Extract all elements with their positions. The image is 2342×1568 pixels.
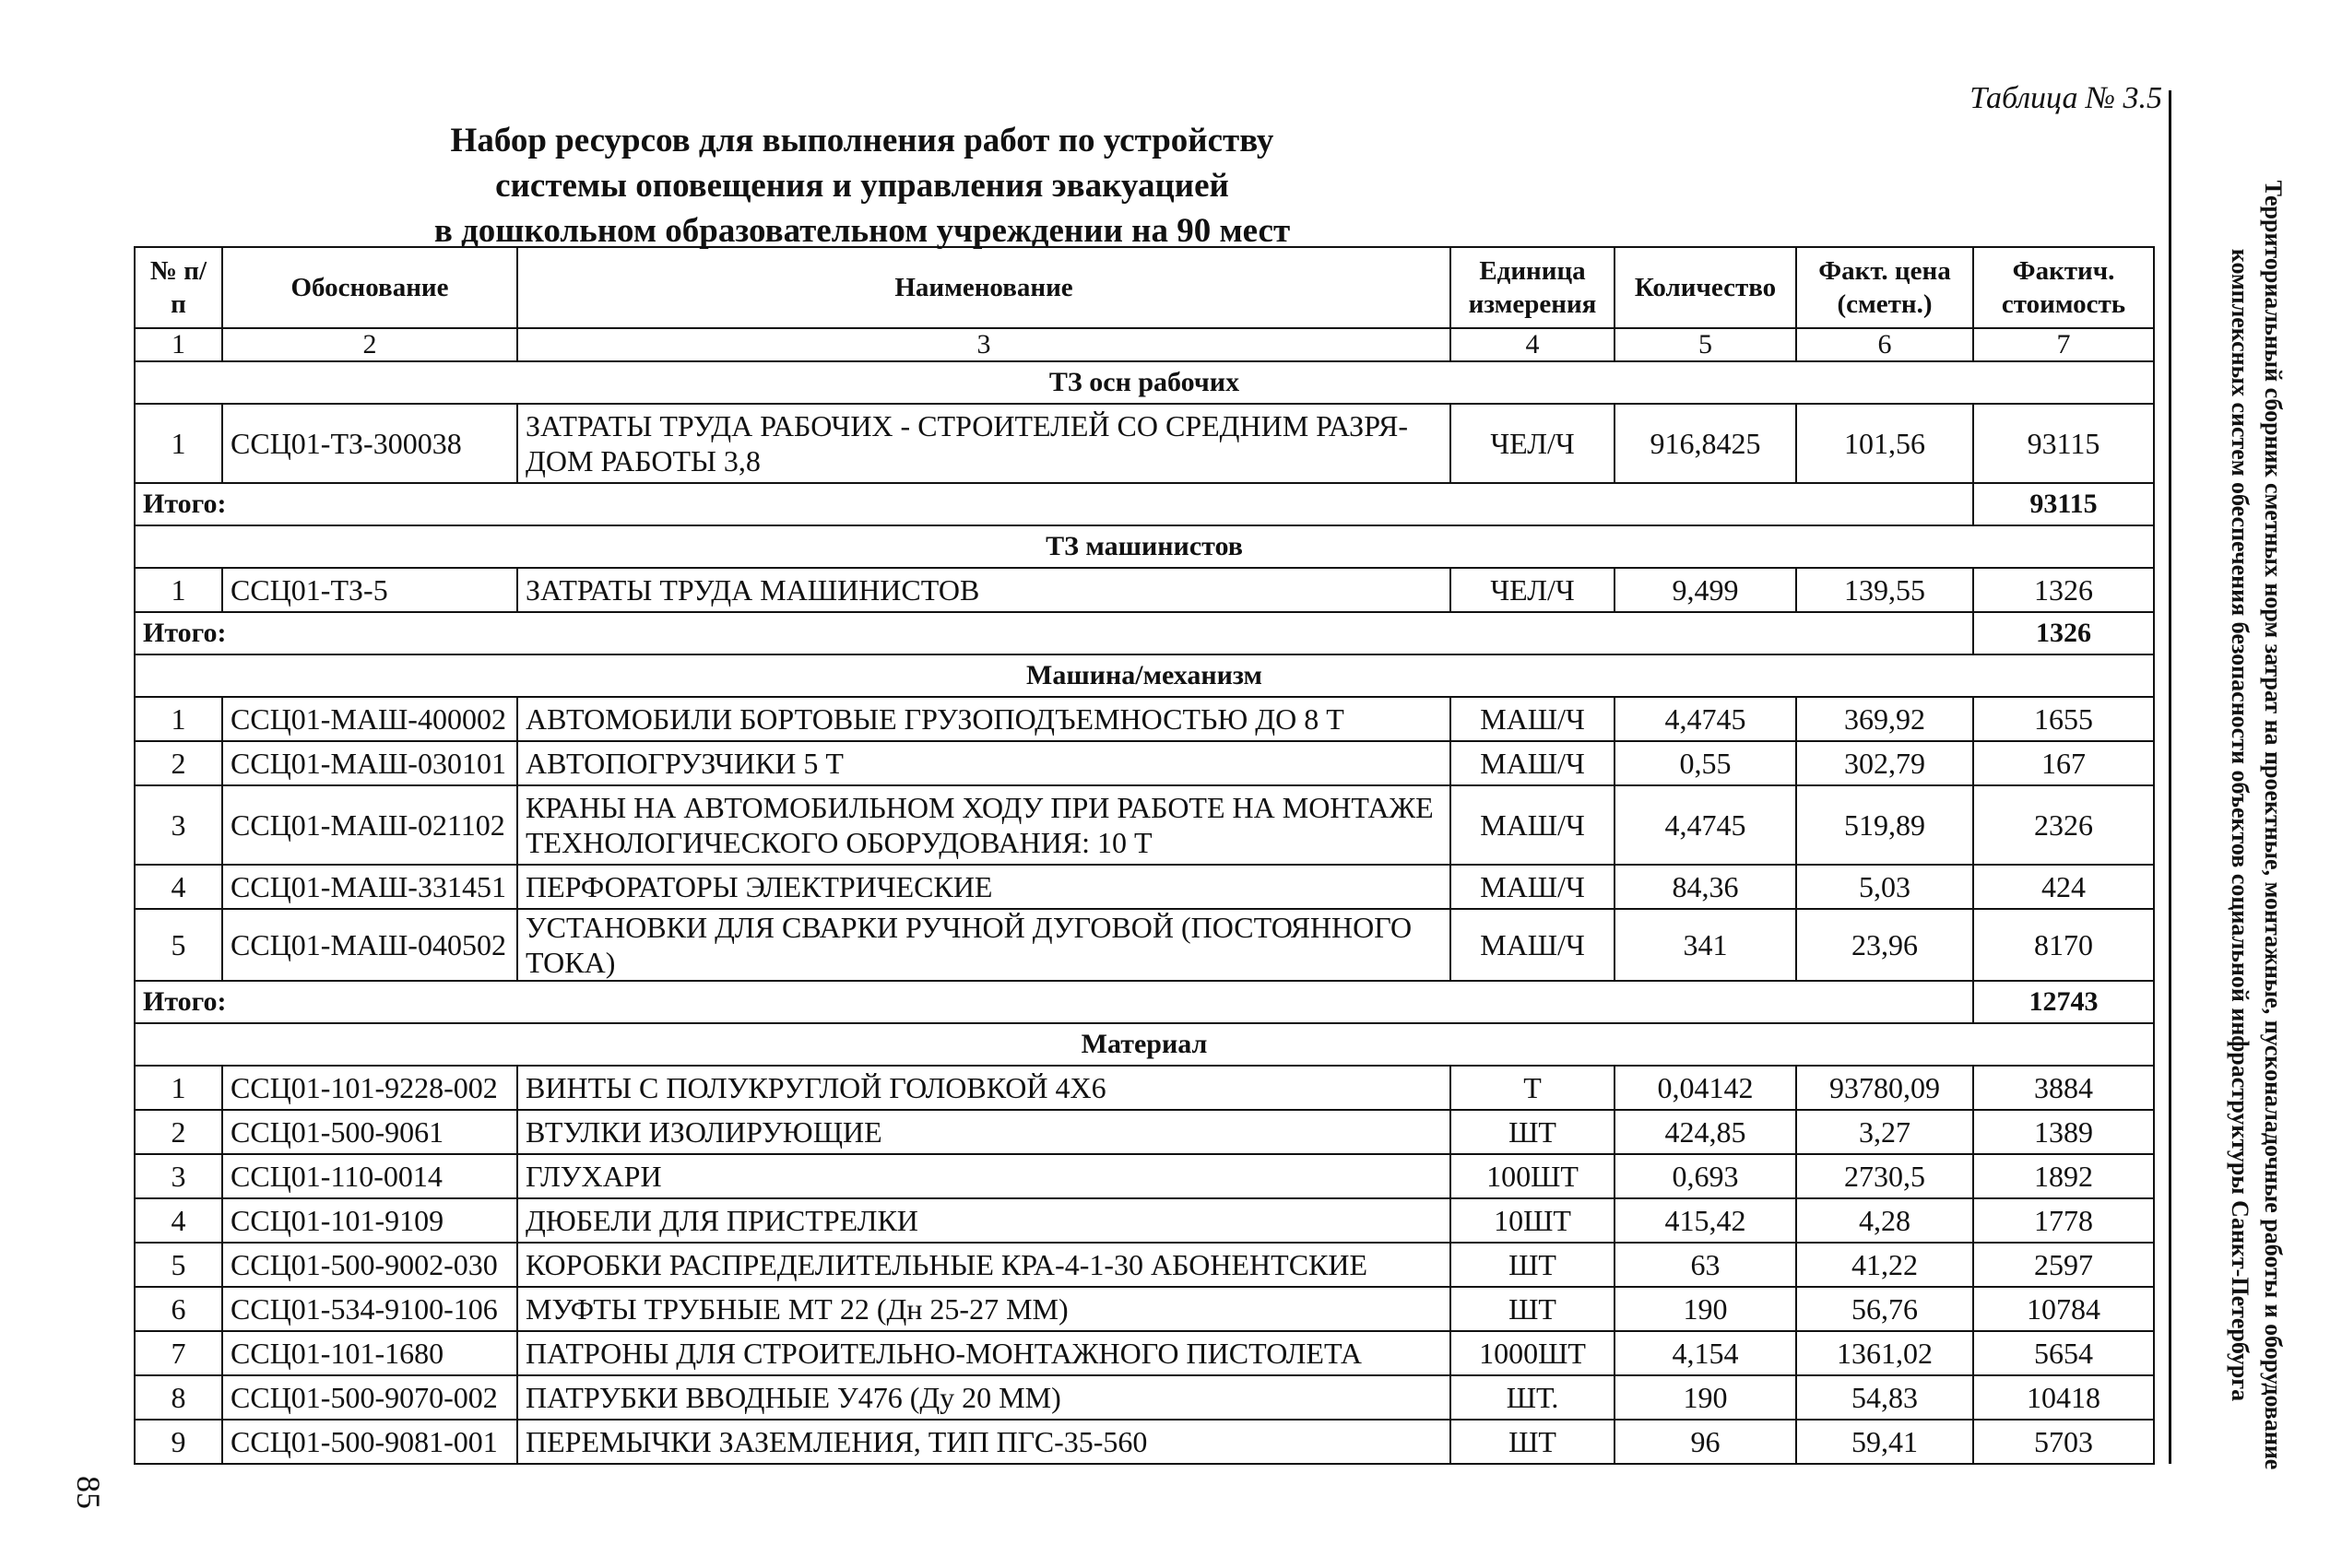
row-unit: ШТ: [1450, 1110, 1615, 1154]
table-row: [135, 1110, 2154, 1154]
row-unit: ЧЕЛ/Ч: [1450, 404, 1615, 483]
section-header-row: [135, 525, 2154, 568]
row-code: ССЦ01-101-1680: [222, 1331, 517, 1375]
row-name: ЗАТРАТЫ ТРУДА РАБОЧИХ - СТРОИТЕЛЕЙ СО СРЕДНИМ РАЗРЯ-ДОМ РАБОТЫ 3,8: [517, 404, 1450, 483]
row-code: ССЦ01-101-9228-002: [222, 1066, 517, 1110]
page-number: 85: [70, 1476, 107, 1509]
row-name: МУФТЫ ТРУБНЫЕ МТ 22 (Дн 25-27 ММ): [517, 1287, 1450, 1331]
row-code: ССЦ01-534-9100-106: [222, 1287, 517, 1331]
table-row: [135, 1331, 2154, 1375]
side-divider: [2169, 90, 2171, 1464]
row-price: 54,83: [1796, 1375, 1973, 1420]
row-code: ССЦ01-500-9070-002: [222, 1375, 517, 1420]
total-label: Итого:: [135, 483, 1973, 525]
row-price: 1361,02: [1796, 1331, 1973, 1375]
row-qty: 424,85: [1615, 1110, 1796, 1154]
total-value: 12743: [1973, 981, 2154, 1023]
row-code: ССЦ01-МАШ-400002: [222, 697, 517, 741]
row-cost: 10784: [1973, 1287, 2154, 1331]
resource-table: [134, 246, 2155, 1465]
row-code: ССЦ01-500-9081-001: [222, 1420, 517, 1464]
total-row: [135, 612, 2154, 654]
row-unit: ШТ: [1450, 1420, 1615, 1464]
row-unit: ЧЕЛ/Ч: [1450, 568, 1615, 612]
total-row: [135, 981, 2154, 1023]
column-number: 5: [1615, 328, 1796, 361]
row-price: 139,55: [1796, 568, 1973, 612]
row-name: УСТАНОВКИ ДЛЯ СВАРКИ РУЧНОЙ ДУГОВОЙ (ПОСТОЯННОГО ТОКА): [517, 909, 1450, 981]
row-qty: 190: [1615, 1375, 1796, 1420]
row-cost: 2326: [1973, 785, 2154, 865]
column-number-row: [135, 328, 2154, 361]
table-row: [135, 1420, 2154, 1464]
row-qty: 190: [1615, 1287, 1796, 1331]
table-row: [135, 404, 2154, 483]
row-unit: МАШ/Ч: [1450, 785, 1615, 865]
row-number: 4: [135, 1198, 222, 1243]
row-unit: 1000ШТ: [1450, 1331, 1615, 1375]
row-code: ССЦ01-101-9109: [222, 1198, 517, 1243]
row-unit: МАШ/Ч: [1450, 865, 1615, 909]
table-row: [135, 1243, 2154, 1287]
table-row: [135, 1375, 2154, 1420]
row-code: ССЦ01-МАШ-040502: [222, 909, 517, 981]
table-row: [135, 785, 2154, 865]
row-unit: МАШ/Ч: [1450, 909, 1615, 981]
total-value: 1326: [1973, 612, 2154, 654]
row-name: ЗАТРАТЫ ТРУДА МАШИНИСТОВ: [517, 568, 1450, 612]
header-cost: Фактич. стоимость: [1973, 247, 2154, 328]
total-label: Итого:: [135, 981, 1973, 1023]
row-price: 4,28: [1796, 1198, 1973, 1243]
row-number: 3: [135, 785, 222, 865]
table-row: [135, 1198, 2154, 1243]
row-code: ССЦ01-ТЗ-300038: [222, 404, 517, 483]
row-name: ПАТРУБКИ ВВОДНЫЕ У476 (Ду 20 ММ): [517, 1375, 1450, 1420]
row-price: 101,56: [1796, 404, 1973, 483]
row-qty: 0,55: [1615, 741, 1796, 785]
total-label: Итого:: [135, 612, 1973, 654]
table-row: [135, 865, 2154, 909]
row-number: 5: [135, 909, 222, 981]
row-qty: 916,8425: [1615, 404, 1796, 483]
column-number: 7: [1973, 328, 2154, 361]
row-cost: 2597: [1973, 1243, 2154, 1287]
row-name: ПЕРФОРАТОРЫ ЭЛЕКТРИЧЕСКИЕ: [517, 865, 1450, 909]
row-number: 7: [135, 1331, 222, 1375]
row-code: ССЦ01-110-0014: [222, 1154, 517, 1198]
row-qty: 4,4745: [1615, 785, 1796, 865]
row-qty: 84,36: [1615, 865, 1796, 909]
row-price: 5,03: [1796, 865, 1973, 909]
header-unit: Единица измерения: [1450, 247, 1615, 328]
row-cost: 1655: [1973, 697, 2154, 741]
section-header-row: [135, 1023, 2154, 1066]
row-code: ССЦ01-МАШ-021102: [222, 785, 517, 865]
row-number: 2: [135, 741, 222, 785]
row-cost: 1892: [1973, 1154, 2154, 1198]
table-row: [135, 741, 2154, 785]
row-number: 3: [135, 1154, 222, 1198]
row-unit: ШТ: [1450, 1287, 1615, 1331]
row-cost: 93115: [1973, 404, 2154, 483]
row-code: ССЦ01-500-9002-030: [222, 1243, 517, 1287]
row-number: 2: [135, 1110, 222, 1154]
table-number: Таблица № 3.5: [1969, 81, 2162, 115]
row-price: 93780,09: [1796, 1066, 1973, 1110]
row-cost: 1326: [1973, 568, 2154, 612]
side-caption-line: комплексных систем обеспечения безопасности объектов социальной инфраструктуры Санкт-Петербурга: [2227, 248, 2253, 1402]
row-price: 519,89: [1796, 785, 1973, 865]
row-number: 1: [135, 568, 222, 612]
column-number: 3: [517, 328, 1450, 361]
row-price: 2730,5: [1796, 1154, 1973, 1198]
section-title: Материал: [135, 1023, 2154, 1066]
row-cost: 167: [1973, 741, 2154, 785]
row-name: ПЕРЕМЫЧКИ ЗАЗЕМЛЕНИЯ, ТИП ПГС-35-560: [517, 1420, 1450, 1464]
column-number: 1: [135, 328, 222, 361]
side-caption: [2206, 180, 2307, 1470]
row-qty: 4,154: [1615, 1331, 1796, 1375]
header-row: [135, 247, 2154, 328]
row-name: ГЛУХАРИ: [517, 1154, 1450, 1198]
row-unit: ШТ.: [1450, 1375, 1615, 1420]
row-number: 8: [135, 1375, 222, 1420]
row-number: 6: [135, 1287, 222, 1331]
row-cost: 1778: [1973, 1198, 2154, 1243]
total-row: [135, 483, 2154, 525]
row-cost: 424: [1973, 865, 2154, 909]
row-code: ССЦ01-500-9061: [222, 1110, 517, 1154]
row-qty: 0,693: [1615, 1154, 1796, 1198]
row-cost: 8170: [1973, 909, 2154, 981]
table-row: [135, 1066, 2154, 1110]
section-title: ТЗ машинистов: [135, 525, 2154, 568]
row-name: ВТУЛКИ ИЗОЛИРУЮЩИЕ: [517, 1110, 1450, 1154]
row-qty: 415,42: [1615, 1198, 1796, 1243]
row-unit: МАШ/Ч: [1450, 741, 1615, 785]
row-number: 1: [135, 697, 222, 741]
table-row: [135, 1287, 2154, 1331]
header-num: № п/п: [135, 247, 222, 328]
row-unit: 100ШТ: [1450, 1154, 1615, 1198]
row-cost: 5654: [1973, 1331, 2154, 1375]
column-number: 2: [222, 328, 517, 361]
row-unit: Т: [1450, 1066, 1615, 1110]
table-body: [135, 361, 2154, 1464]
table-row: [135, 1154, 2154, 1198]
row-qty: 96: [1615, 1420, 1796, 1464]
row-number: 5: [135, 1243, 222, 1287]
row-qty: 4,4745: [1615, 697, 1796, 741]
row-number: 9: [135, 1420, 222, 1464]
table-row: [135, 697, 2154, 741]
row-price: 59,41: [1796, 1420, 1973, 1464]
table-row: [135, 909, 2154, 981]
row-cost: 10418: [1973, 1375, 2154, 1420]
total-value: 93115: [1973, 483, 2154, 525]
title-line: Набор ресурсов для выполнения работ по устройству: [450, 122, 1274, 159]
section-title: Машина/механизм: [135, 654, 2154, 697]
row-cost: 5703: [1973, 1420, 2154, 1464]
section-header-row: [135, 361, 2154, 404]
header-basis: Обоснование: [222, 247, 517, 328]
header-name: Наименование: [517, 247, 1450, 328]
row-cost: 1389: [1973, 1110, 2154, 1154]
row-name: АВТОМОБИЛИ БОРТОВЫЕ ГРУЗОПОДЪЕМНОСТЬЮ ДО 8 Т: [517, 697, 1450, 741]
row-price: 23,96: [1796, 909, 1973, 981]
side-caption-line: Территориальный сборник сметных норм затрат на проектные, монтажные, пусконаладочные работы и оборудование: [2260, 180, 2287, 1470]
row-qty: 9,499: [1615, 568, 1796, 612]
row-qty: 63: [1615, 1243, 1796, 1287]
row-unit: МАШ/Ч: [1450, 697, 1615, 741]
row-price: 3,27: [1796, 1110, 1973, 1154]
header-price: Факт. цена (сметн.): [1796, 247, 1973, 328]
row-price: 369,92: [1796, 697, 1973, 741]
row-unit: ШТ: [1450, 1243, 1615, 1287]
row-number: 4: [135, 865, 222, 909]
row-qty: 341: [1615, 909, 1796, 981]
row-unit: 10ШТ: [1450, 1198, 1615, 1243]
row-number: 1: [135, 404, 222, 483]
row-code: ССЦ01-МАШ-331451: [222, 865, 517, 909]
row-price: 302,79: [1796, 741, 1973, 785]
row-cost: 3884: [1973, 1066, 2154, 1110]
row-name: ДЮБЕЛИ ДЛЯ ПРИСТРЕЛКИ: [517, 1198, 1450, 1243]
row-price: 56,76: [1796, 1287, 1973, 1331]
row-price: 41,22: [1796, 1243, 1973, 1287]
section-title: ТЗ осн рабочих: [135, 361, 2154, 404]
row-name: КОРОБКИ РАСПРЕДЕЛИТЕЛЬНЫЕ КРА-4-1-30 АБОНЕНТСКИЕ: [517, 1243, 1450, 1287]
header-qty: Количество: [1615, 247, 1796, 328]
row-name: ВИНТЫ С ПОЛУКРУГЛОЙ ГОЛОВКОЙ 4Х6: [517, 1066, 1450, 1110]
column-number: 6: [1796, 328, 1973, 361]
page-title: [138, 118, 1586, 253]
row-name: КРАНЫ НА АВТОМОБИЛЬНОМ ХОДУ ПРИ РАБОТЕ НА МОНТАЖЕ ТЕХНОЛОГИЧЕСКОГО ОБОРУДОВАНИЯ: 10 Т: [517, 785, 1450, 865]
row-code: ССЦ01-ТЗ-5: [222, 568, 517, 612]
row-code: ССЦ01-МАШ-030101: [222, 741, 517, 785]
table-row: [135, 568, 2154, 612]
column-number: 4: [1450, 328, 1615, 361]
row-qty: 0,04142: [1615, 1066, 1796, 1110]
row-name: АВТОПОГРУЗЧИКИ 5 Т: [517, 741, 1450, 785]
title-line: в дошкольном образовательном учреждении на 90 мест: [433, 212, 1291, 250]
section-header-row: [135, 654, 2154, 697]
row-number: 1: [135, 1066, 222, 1110]
title-line: системы оповещения и управления эвакуацией: [495, 167, 1229, 205]
row-name: ПАТРОНЫ ДЛЯ СТРОИТЕЛЬНО-МОНТАЖНОГО ПИСТОЛЕТА: [517, 1331, 1450, 1375]
